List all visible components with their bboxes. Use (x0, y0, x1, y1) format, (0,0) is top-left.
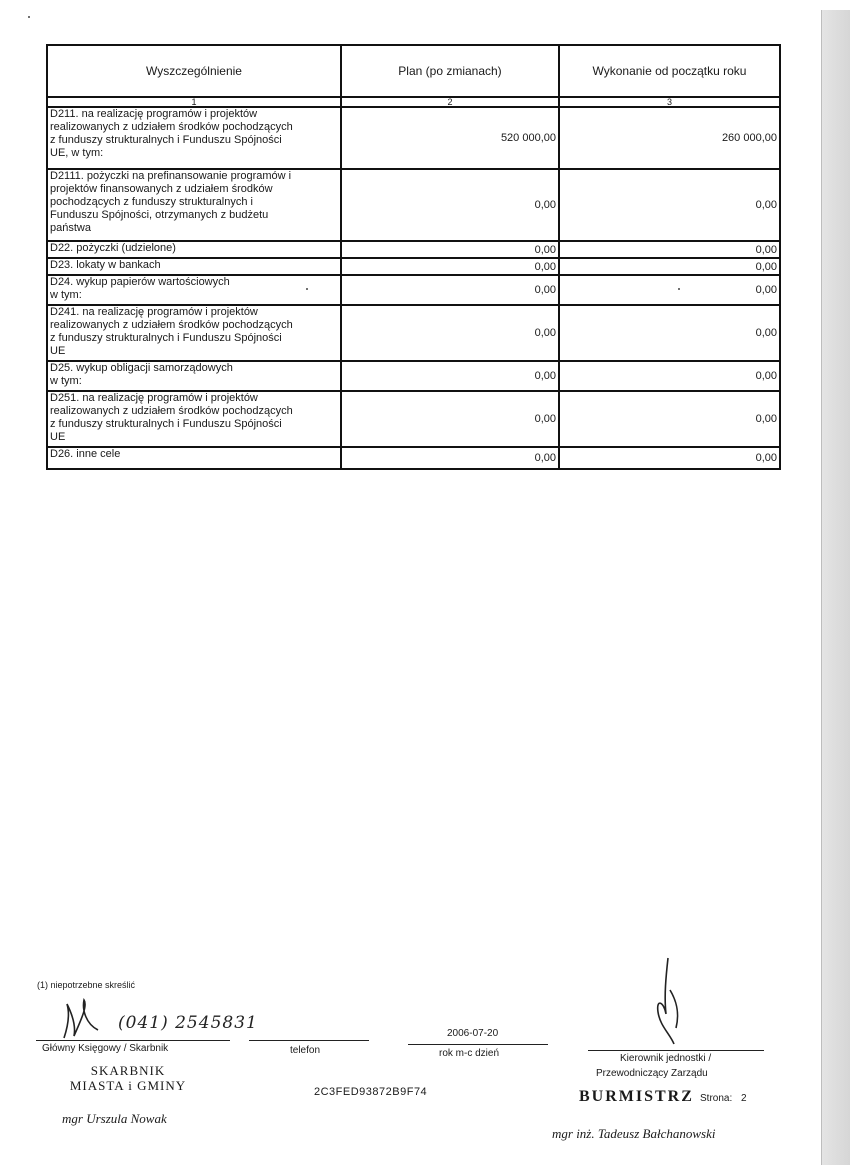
plan-value: 0,00 (341, 241, 559, 258)
row-label: D25. wykup obligacji samorządowych w tym: (50, 362, 233, 387)
footnote: (1) niepotrzebne skreślić (37, 980, 136, 990)
accountant-caption: Główny Księgowy / Skarbnik (42, 1043, 169, 1054)
actual-value: 0,00 (559, 361, 780, 391)
plan-value: 0,00 (341, 305, 559, 361)
signature-accountant (58, 996, 104, 1044)
plan-value: 0,00 (341, 275, 559, 305)
row-label: D211. na realizację programów i projektów realizowanych z udziałem środków pochodzących z funduszy strukturalnych i Funduszu Spójności UE, w tym: (50, 108, 293, 159)
plan-value: 0,00 (341, 447, 559, 469)
header-actual: Wykonanie od początku roku (559, 45, 780, 97)
scanned-page-edge (821, 10, 850, 1165)
table-row (47, 275, 780, 305)
stamp-mayor-title: BURMISTRZ (579, 1088, 694, 1105)
budget-table (46, 44, 781, 470)
date-value: 2006-07-20 (447, 1028, 499, 1039)
scan-speck (28, 16, 30, 18)
row-label: D251. na realizację programów i projektów realizowanych z udziałem środków pochodzących z funduszy strukturalnych i Funduszu Spójności UE (50, 392, 293, 443)
page-number: 2 (741, 1093, 747, 1104)
table-row (47, 305, 780, 361)
signature-manager (640, 956, 690, 1048)
stamp-treasurer-line2: MIASTA i GMINY (69, 1078, 187, 1093)
header-plan: Plan (po zmianach) (341, 45, 559, 97)
table-row (47, 361, 780, 391)
column-number: 1 (47, 97, 341, 107)
document-code: 2C3FED93872B9F74 (314, 1086, 428, 1098)
actual-value: 0,00 (559, 305, 780, 361)
actual-value: 0,00 (559, 241, 780, 258)
column-number-row (47, 97, 780, 107)
plan-value: 0,00 (341, 391, 559, 447)
table-row (47, 241, 780, 258)
manager-caption-line1: Kierownik jednostki / (620, 1053, 712, 1064)
header-description: Wyszczególnienie (47, 45, 341, 97)
actual-value: 0,00 (559, 447, 780, 469)
row-label: D22. pożyczki (udzielone) (50, 242, 176, 254)
column-number: 2 (341, 97, 559, 107)
actual-value: 0,00 (559, 275, 780, 305)
plan-value: 520 000,00 (341, 107, 559, 169)
row-label: D23. lokaty w bankach (50, 259, 161, 271)
table-row (47, 258, 780, 275)
table-row (47, 391, 780, 447)
stamp-treasurer (60, 1063, 196, 1093)
actual-value: 260 000,00 (559, 107, 780, 169)
row-label: D241. na realizację programów i projektów realizowanych z udziałem środków pochodzących z funduszy strukturalnych i Funduszu Spójności UE (50, 306, 293, 357)
manager-caption-line2: Przewodniczący Zarządu (596, 1068, 708, 1079)
table-row (47, 447, 780, 469)
actual-value: 0,00 (559, 169, 780, 241)
actual-value: 0,00 (559, 258, 780, 275)
row-label: D2111. pożyczki na prefinansowanie programów i projektów finansowanych z udziałem środków pochodzących z funduszy strukturalnych i Funduszu Spójności, otrzymanych z budżetu państwa (50, 170, 292, 234)
manager-signature-line (588, 1050, 764, 1051)
table-header-row (47, 45, 780, 97)
row-label: D24. wykup papierów wartościowych w tym: (50, 276, 230, 301)
phone-caption: telefon (290, 1045, 321, 1056)
plan-value: 0,00 (341, 361, 559, 391)
actual-value: 0,00 (559, 391, 780, 447)
date-caption: rok m-c dzień (439, 1048, 500, 1059)
treasurer-name: mgr Urszula Nowak (62, 1111, 167, 1126)
mayor-name: mgr inż. Tadeusz Bałchanowski (552, 1126, 716, 1141)
handwritten-phone: (041) 2545831 (118, 1013, 258, 1033)
accountant-signature-line (36, 1040, 230, 1041)
phone-line (249, 1040, 369, 1041)
page-label: Strona: (700, 1093, 733, 1104)
date-line (408, 1044, 548, 1045)
table-row (47, 169, 780, 241)
plan-value: 0,00 (341, 169, 559, 241)
stamp-treasurer-line1: SKARBNIK (90, 1063, 166, 1078)
column-number: 3 (559, 97, 780, 107)
table-row (47, 107, 780, 169)
plan-value: 0,00 (341, 258, 559, 275)
row-label: D26. inne cele (50, 448, 121, 460)
